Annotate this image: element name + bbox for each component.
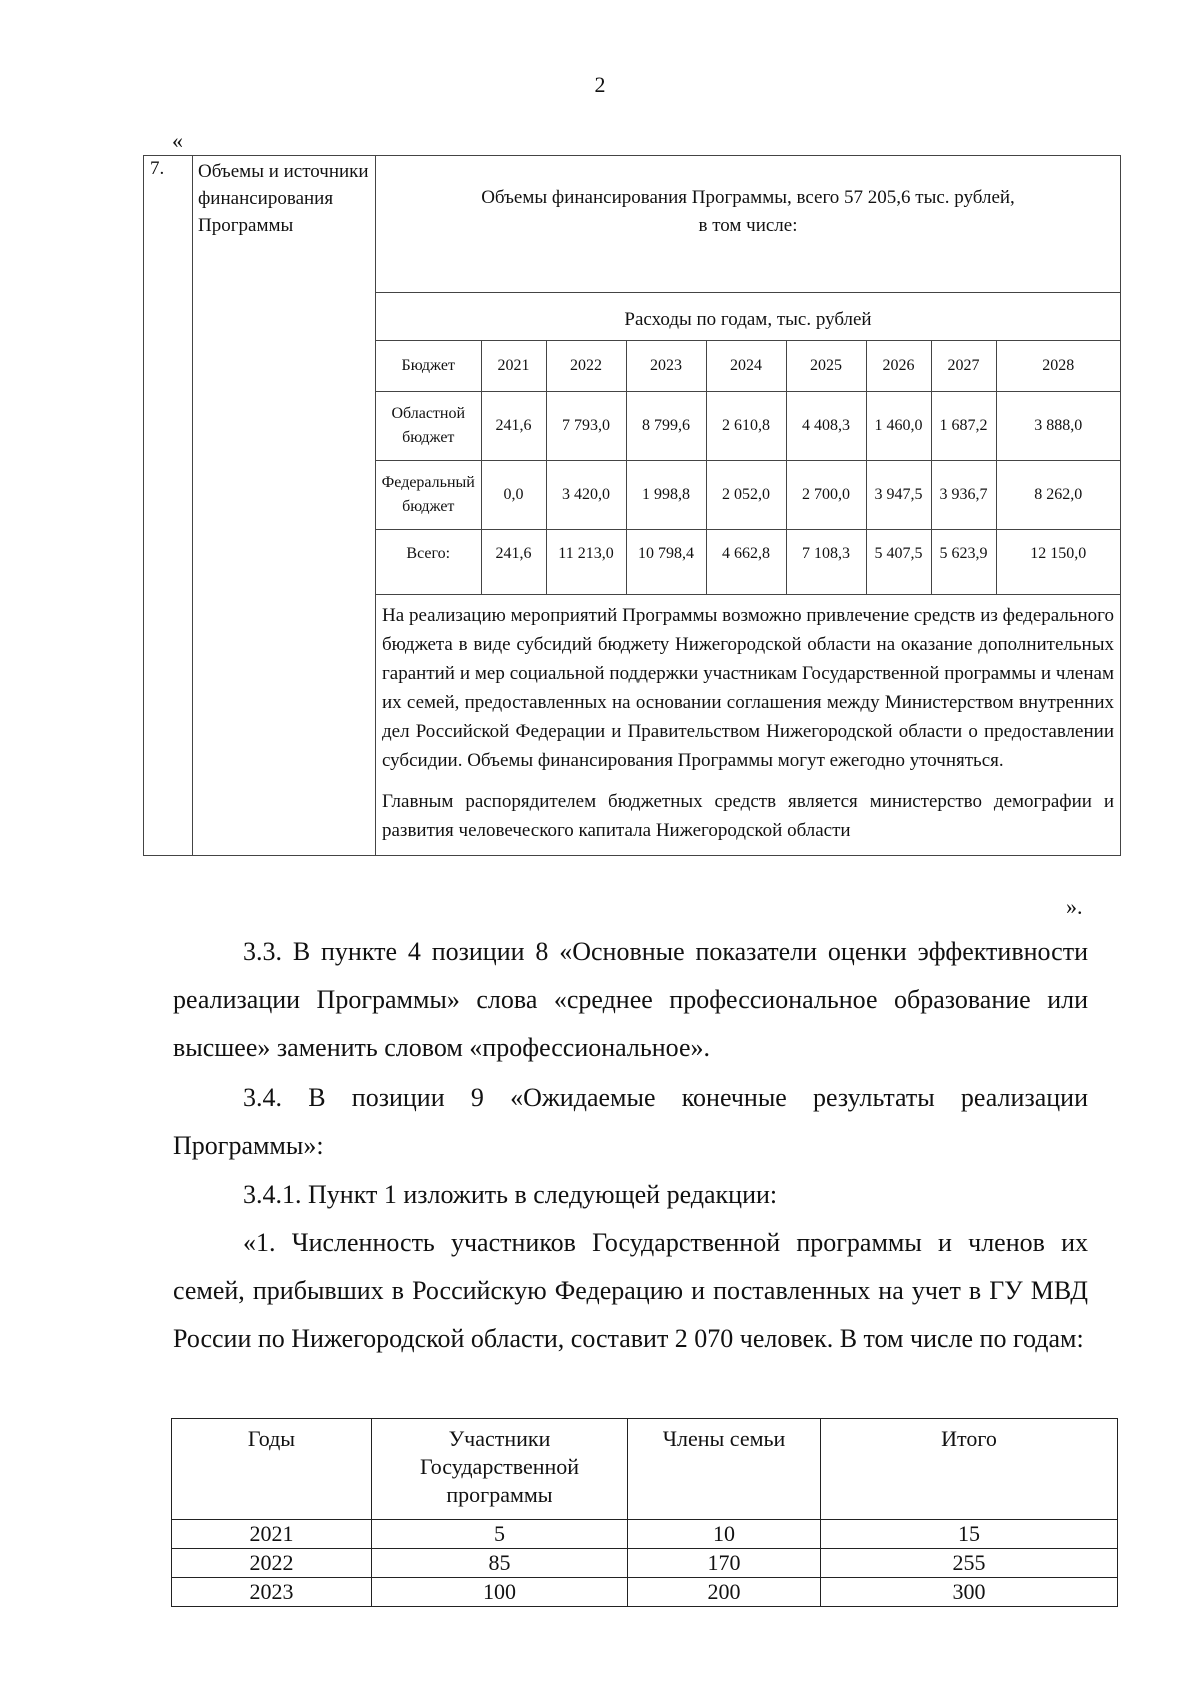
years-header-row [172, 1419, 1118, 1520]
years-cell: 2021 [172, 1520, 372, 1549]
financing-section-table [143, 155, 1121, 856]
budget-cell: 5 623,9 [931, 530, 996, 595]
years-cell: 300 [821, 1578, 1118, 1607]
paragraph-text: 3.4. В позиции 9 «Ожидаемые конечные результаты реализации Программы»: [173, 1083, 1088, 1160]
years-cell: 170 [628, 1549, 821, 1578]
budget-header-cell: 2026 [866, 341, 931, 392]
budget-row-federal [376, 461, 1120, 530]
paragraph-3-3 [173, 928, 1088, 1072]
opening-quote-mark: « [172, 128, 183, 153]
budget-table [376, 341, 1120, 595]
financing-heading-line2: в том числе: [698, 215, 798, 236]
budget-cell: 1 998,8 [626, 461, 706, 530]
paragraph-3-4 [173, 1074, 1088, 1170]
closing-quote-mark: ». [1066, 894, 1083, 919]
years-cell: 85 [372, 1549, 628, 1578]
budget-cell: 2 610,8 [706, 392, 786, 461]
years-cell: 10 [628, 1520, 821, 1549]
section-number: 7. [144, 156, 193, 856]
budget-cell: 4 662,8 [706, 530, 786, 595]
years-row [172, 1549, 1118, 1578]
years-cell: 2023 [172, 1578, 372, 1607]
budget-cell: 7 108,3 [786, 530, 866, 595]
paragraph-quoted-item [173, 1219, 1088, 1363]
budget-cell: 0,0 [481, 461, 546, 530]
budget-cell: 12 150,0 [996, 530, 1120, 595]
page-number: 2 [594, 72, 606, 97]
years-header-cell: Годы [172, 1419, 372, 1520]
budget-cell: 241,6 [481, 392, 546, 461]
budget-header-row [376, 341, 1120, 392]
budget-cell: 1 687,2 [931, 392, 996, 461]
budget-row-total [376, 530, 1120, 595]
years-cell: 200 [628, 1578, 821, 1607]
budget-cell: 3 936,7 [931, 461, 996, 530]
budget-header-cell: 2025 [786, 341, 866, 392]
paragraph-text: 3.4.1. Пункт 1 изложить в следующей редакции: [243, 1180, 778, 1209]
financing-notes [376, 595, 1120, 855]
years-header-cell: Члены семьи [628, 1419, 821, 1520]
years-cell: 15 [821, 1520, 1118, 1549]
budget-cell: Всего: [376, 530, 481, 595]
financing-note-paragraph: Главным распорядителем бюджетных средств является министерство демографии и развития человеческого капитала Нижегородской области [382, 791, 1114, 841]
years-header-cell: Итого [821, 1419, 1118, 1520]
years-row [172, 1520, 1118, 1549]
budget-cell: 7 793,0 [546, 392, 626, 461]
budget-row-regional [376, 392, 1120, 461]
section-label: Объемы и источники финансирования Программы [193, 156, 376, 856]
paragraph-text: 3.3. В пункте 4 позиции 8 «Основные показатели оценки эффективности реализации Программы» слова «среднее профессиональное образование или высшее» заменить словом «профессиональное». [173, 937, 1088, 1062]
budget-cell: 2 700,0 [786, 461, 866, 530]
budget-header-cell: 2024 [706, 341, 786, 392]
budget-header-cell: 2028 [996, 341, 1120, 392]
budget-header-cell: 2021 [481, 341, 546, 392]
budget-cell: 3 947,5 [866, 461, 931, 530]
budget-cell: Областной бюджет [376, 392, 481, 461]
years-row [172, 1578, 1118, 1607]
section-content [376, 156, 1121, 856]
budget-cell: 2 052,0 [706, 461, 786, 530]
budget-cell: 11 213,0 [546, 530, 626, 595]
financing-note-paragraph: На реализацию мероприятий Программы возможно привлечение средств из федерального бюджета в виде субсидий бюджету Нижегородской области на оказание дополнительных гарантий и мер социальной поддержки участникам Государственной программы и членам их семей, предоставленных на основании соглашения между Министерством внутренних дел Российской Федерации и Правительством Нижегородской области о предоставлении субсидии. Объемы финансирования Программы могут ежегодно уточняться. [382, 605, 1114, 771]
financing-heading-line1: Объемы финансирования Программы, всего 57 205,6 тыс. рублей, [481, 187, 1015, 208]
budget-cell: Федеральный бюджет [376, 461, 481, 530]
years-cell: 5 [372, 1520, 628, 1549]
years-header-cell: Участники Государственной программы [372, 1419, 628, 1520]
budget-header-cell: 2027 [931, 341, 996, 392]
paragraph-text: «1. Численность участников Государственной программы и членов их семей, прибывших в Российскую Федерацию и поставленных на учет в ГУ МВД России по Нижегородской области, составит 2 070 человек. В том числе по годам: [173, 1228, 1088, 1353]
budget-header-cell: 2023 [626, 341, 706, 392]
budget-header-cell: 2022 [546, 341, 626, 392]
budget-cell: 241,6 [481, 530, 546, 595]
budget-header-cell: Бюджет [376, 341, 481, 392]
budget-cell: 3 888,0 [996, 392, 1120, 461]
budget-cell: 10 798,4 [626, 530, 706, 595]
participants-by-year-table [171, 1418, 1118, 1607]
financing-heading [376, 156, 1120, 293]
budget-cell: 3 420,0 [546, 461, 626, 530]
budget-cell: 5 407,5 [866, 530, 931, 595]
years-cell: 255 [821, 1549, 1118, 1578]
years-cell: 2022 [172, 1549, 372, 1578]
years-cell: 100 [372, 1578, 628, 1607]
budget-cell: 8 262,0 [996, 461, 1120, 530]
budget-cell: 8 799,6 [626, 392, 706, 461]
paragraph-3-4-1 [173, 1171, 1088, 1219]
budget-cell: 4 408,3 [786, 392, 866, 461]
expenses-by-year-heading: Расходы по годам, тыс. рублей [376, 293, 1120, 341]
budget-cell: 1 460,0 [866, 392, 931, 461]
